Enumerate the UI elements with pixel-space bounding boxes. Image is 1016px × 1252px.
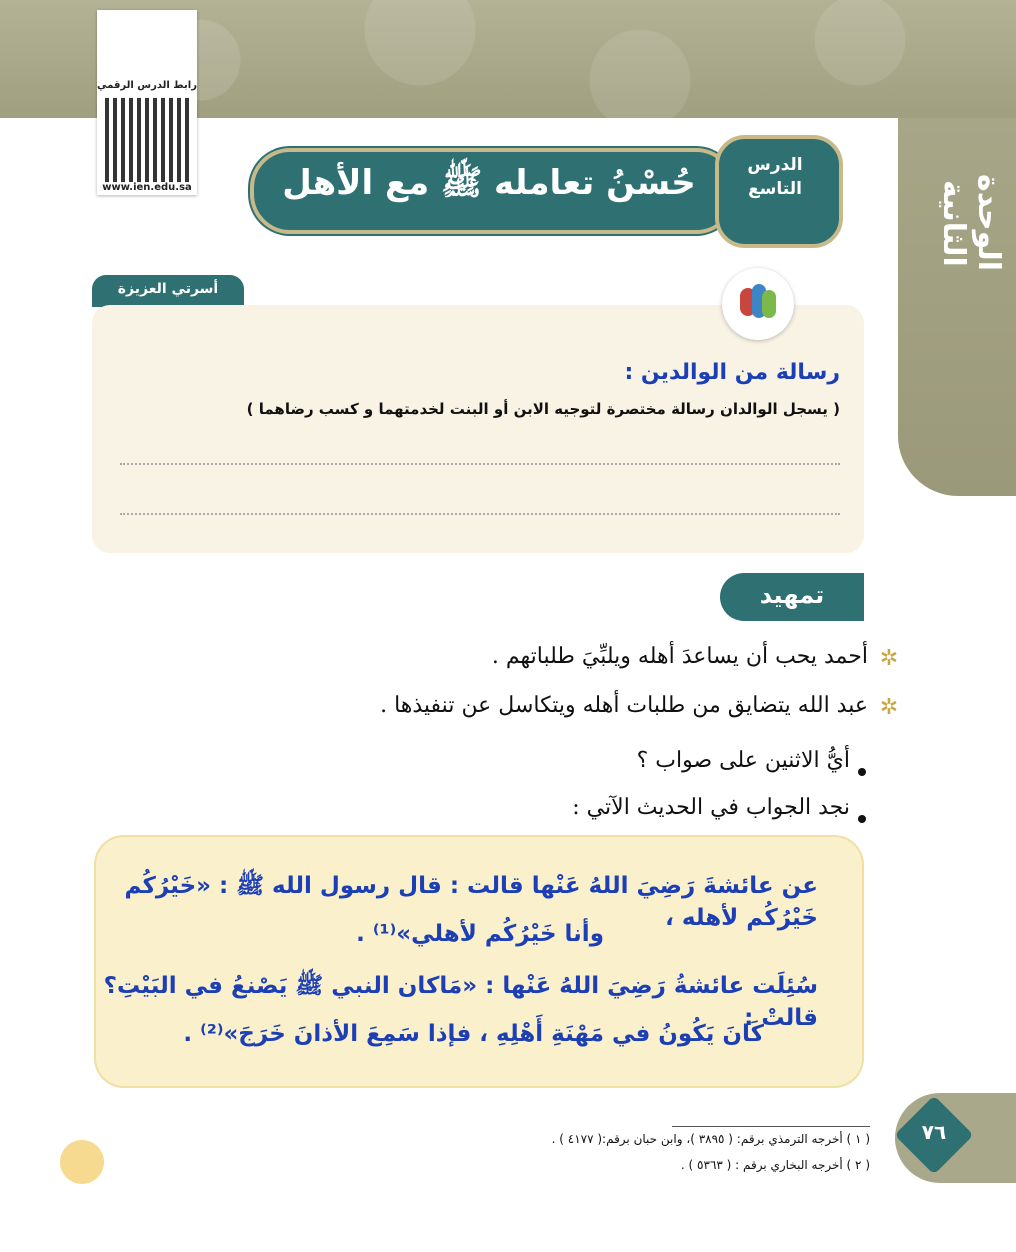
qr-card[interactable] xyxy=(97,10,197,195)
qr-url[interactable]: www.ien.edu.sa xyxy=(102,182,192,193)
family-icon xyxy=(722,268,794,340)
hadith-line-1: عن عائشةَ رَضِيَ اللهُ عَنْها قالت : قال رسول الله ﷺ : «خَيْرُكُم خَيْرُكُم لأهله ، xyxy=(124,873,818,931)
intro-item-2: عبد الله يتضايق من طلبات أهله ويتكاسل عن تنفيذها . xyxy=(380,693,868,718)
question-1: أيُّ الاثنين على صواب ؟ xyxy=(636,748,850,773)
parents-message-card xyxy=(92,305,864,553)
family-tab xyxy=(92,275,244,307)
bullet-icon xyxy=(858,768,866,776)
hadith-line-2: وأنا خَيْرُكُم لأهلي»⁽¹⁾ . xyxy=(356,921,604,947)
hadith-line-4: كَانَ يَكُونُ في مَهْنَةِ أَهْلِهِ ، فإذا سَمِعَ الأذانَ خَرَجَ»⁽²⁾ . xyxy=(183,1021,764,1047)
bullet-icon xyxy=(858,815,866,823)
page-number: ٧٦ xyxy=(921,1120,947,1144)
hadith-box xyxy=(94,835,864,1088)
message-heading: رسالة من الوالدين : xyxy=(624,360,840,385)
qr-label: رابط الدرس الرقمي xyxy=(97,80,197,91)
ien-logo-icon xyxy=(60,1140,104,1184)
hadith-line-3: سُئِلَت عائشةُ رَضِيَ اللهُ عَنْها : «مَاكان النبي ﷺ يَصْنعُ في البَيْتِ؟ قالتْ : xyxy=(103,973,818,1031)
answer-line-1[interactable] xyxy=(120,463,840,465)
message-instruction: ( يسجل الوالدان رسالة مختصرة لتوجيه الابن أو البنت لخدمتهما و كسب رضاهما ) xyxy=(246,400,840,418)
intro-tab xyxy=(720,573,864,621)
answer-line-2[interactable] xyxy=(120,513,840,515)
ornament-star-icon: ✲ xyxy=(879,695,899,720)
footnote-1: ( ١ ) أخرجه الترمذي برقم: ( ٣٨٩٥ )، وابن حبان برقم:( ٤١٧٧ ) . xyxy=(551,1132,870,1146)
qr-code-icon[interactable] xyxy=(105,98,189,182)
intro-label: تمهيد xyxy=(759,581,825,609)
lesson-number xyxy=(719,153,831,201)
lesson-number-badge xyxy=(715,135,843,248)
footnote-rule xyxy=(672,1126,870,1127)
family-tab-label: أسرتي العزيزة xyxy=(117,281,219,297)
lesson-title-banner xyxy=(250,148,736,234)
question-2: نجد الجواب في الحديث الآتي : xyxy=(572,795,850,820)
unit-title: الوحدة الثانية xyxy=(936,174,1006,272)
lesson-title: حُسْنُ تعامله ﷺ مع الأهل xyxy=(282,163,696,203)
intro-item-1: أحمد يحب أن يساعدَ أهله ويلبِّيَ طلباتهم . xyxy=(491,644,868,669)
lesson-number-line1: الدرس xyxy=(747,155,803,175)
footnote-2: ( ٢ ) أخرجه البخاري برقم : ( ٥٣٦٣ ) . xyxy=(680,1158,870,1172)
lesson-number-line2: التاسع xyxy=(748,179,802,199)
ornament-star-icon: ✲ xyxy=(879,646,899,671)
